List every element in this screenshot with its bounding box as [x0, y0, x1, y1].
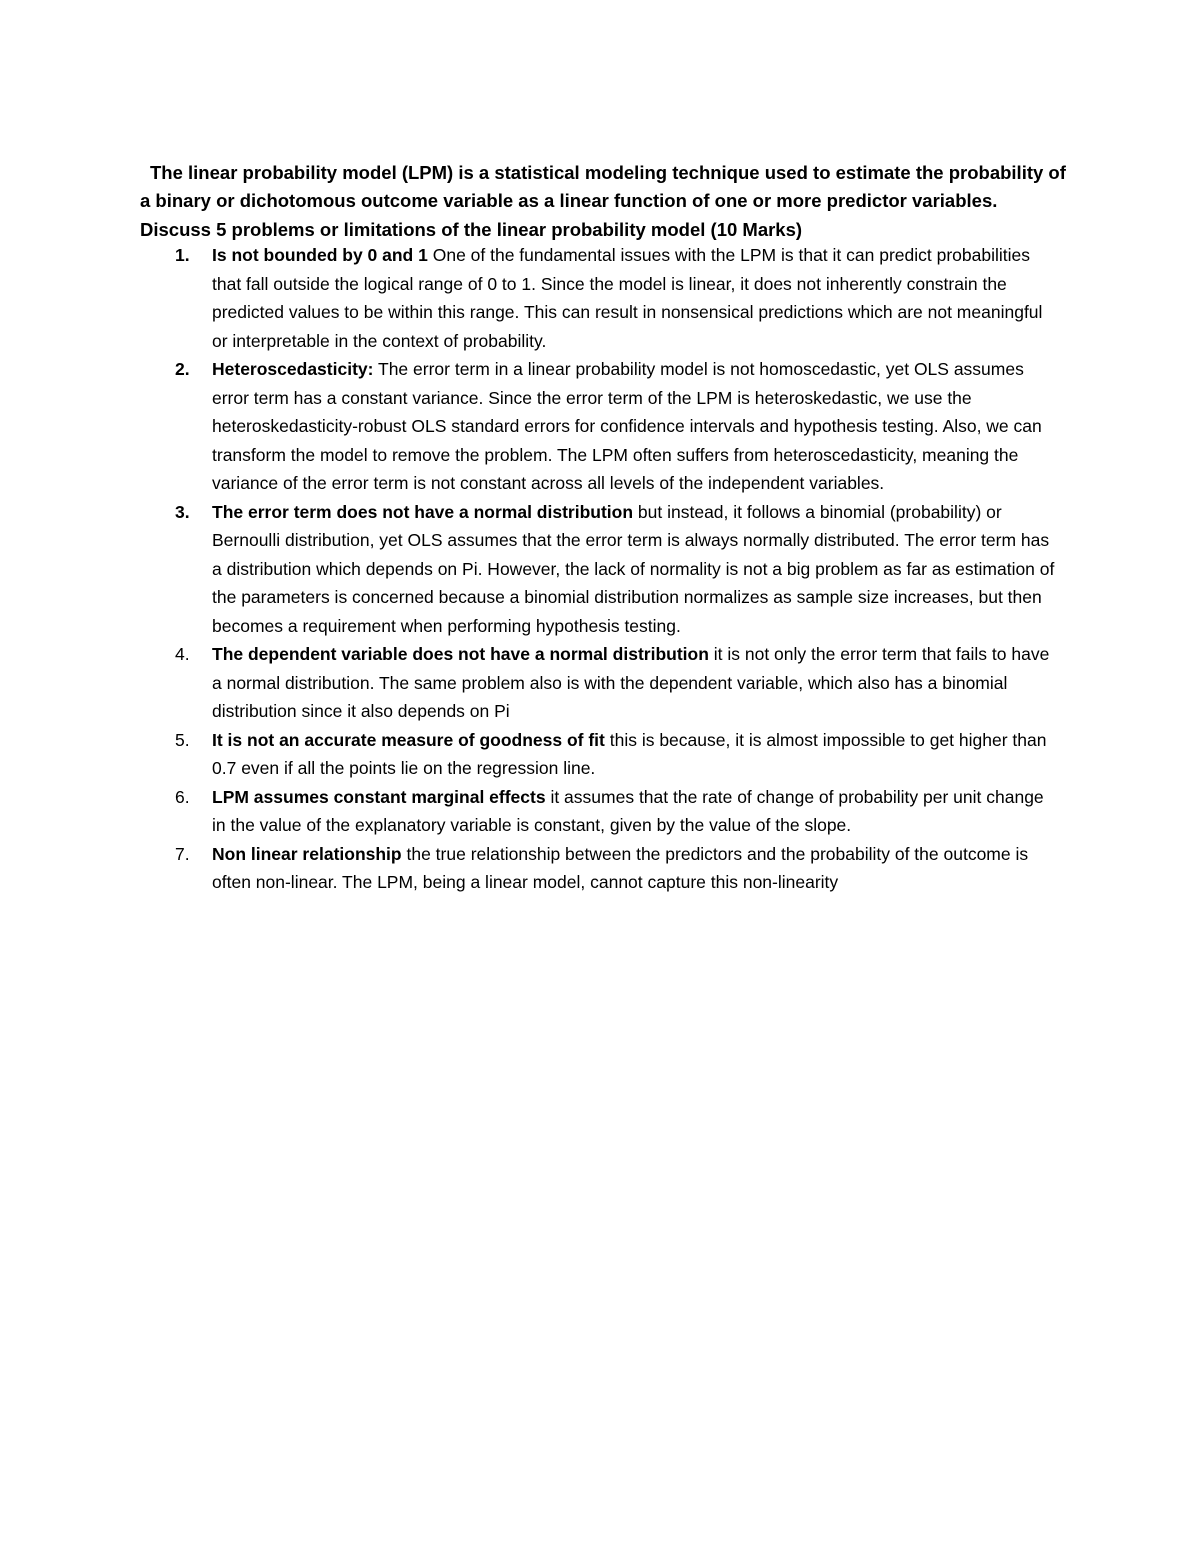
list-item [162, 783, 1057, 840]
list-item [162, 355, 1057, 498]
list-item [162, 241, 1057, 355]
list-item [162, 840, 1057, 897]
item-heading: Is not bounded by 0 and 1 [212, 245, 428, 265]
item-heading: The dependent variable does not have a normal distribution [212, 644, 709, 664]
item-number: 1. [175, 245, 190, 265]
item-body: it assumes that the rate of change of probability per unit change in the value of the explanatory variable is constant, given by the value of the slope. [212, 786, 1044, 835]
item-body: this is because, it is almost impossible to get higher than 0.7 even if all the points lie on the regression line. [212, 729, 1047, 778]
item-number: 6. [175, 786, 190, 807]
item-heading: Non linear relationship [212, 843, 402, 864]
list-item [162, 726, 1057, 783]
item-body: One of the fundamental issues with the LPM is that it can predict probabilities that fall outside the logical range of 0 to 1. Since the model is linear, it does not inherently constrain the predicted values to be within this range. This can result in nonsensical predictions which are not meaningful or interpretable in the context of probability. [212, 245, 1043, 351]
item-number: 5. [175, 729, 190, 750]
item-heading: LPM assumes constant marginal effects [212, 786, 546, 807]
limitations-list [162, 241, 1057, 897]
list-item [162, 498, 1057, 641]
item-heading: Heteroscedasticity: [212, 359, 374, 379]
item-body: it is not only the error term that fails to have a normal distribution. The same problem also is with the dependent variable, which also has a binomial distribution since it also depends on Pi [212, 644, 1050, 721]
item-heading: It is not an accurate measure of goodness of fit [212, 729, 605, 750]
item-number: 7. [175, 843, 190, 864]
item-number: 2. [175, 359, 190, 379]
item-number: 4. [175, 644, 190, 664]
question-text: The linear probability model (LPM) is a statistical modeling technique used to estimate the probability of a binary or dichotomous outcome variable as a linear function of one or more predictor variables. Discuss 5 problems or limitations of the linear probability model (10 Marks) [140, 161, 1066, 240]
list-item [162, 640, 1057, 726]
item-body: The error term in a linear probability model is not homoscedastic, yet OLS assumes error term has a constant variance. Since the error term of the LPM is heteroskedastic, we use the heteroskedasticity-robust OLS standard errors for confidence intervals and hypothesis testing. Also, we can transform the model to remove the problem. The LPM often suffers from heteroscedasticity, meaning the variance of the error term is not constant across all levels of the independent variables. [212, 359, 1042, 493]
item-heading: The error term does not have a normal distribution [212, 501, 634, 522]
item-body: but instead, it follows a binomial (probability) or Bernoulli distribution, yet OLS assumes that the error term is always normally distributed. The error term has a distribution which depends on Pi. However, the lack of normality is not a big problem as far as estimation of the parameters is concerned because a binomial distribution normalizes as sample size increases, but then becomes a requirement when performing hypothesis testing. [212, 501, 1055, 636]
item-body: the true relationship between the predictors and the probability of the outcome is often non-linear. The LPM, being a linear model, cannot capture this non-linearity [212, 843, 1029, 892]
item-number: 3. [175, 501, 190, 522]
